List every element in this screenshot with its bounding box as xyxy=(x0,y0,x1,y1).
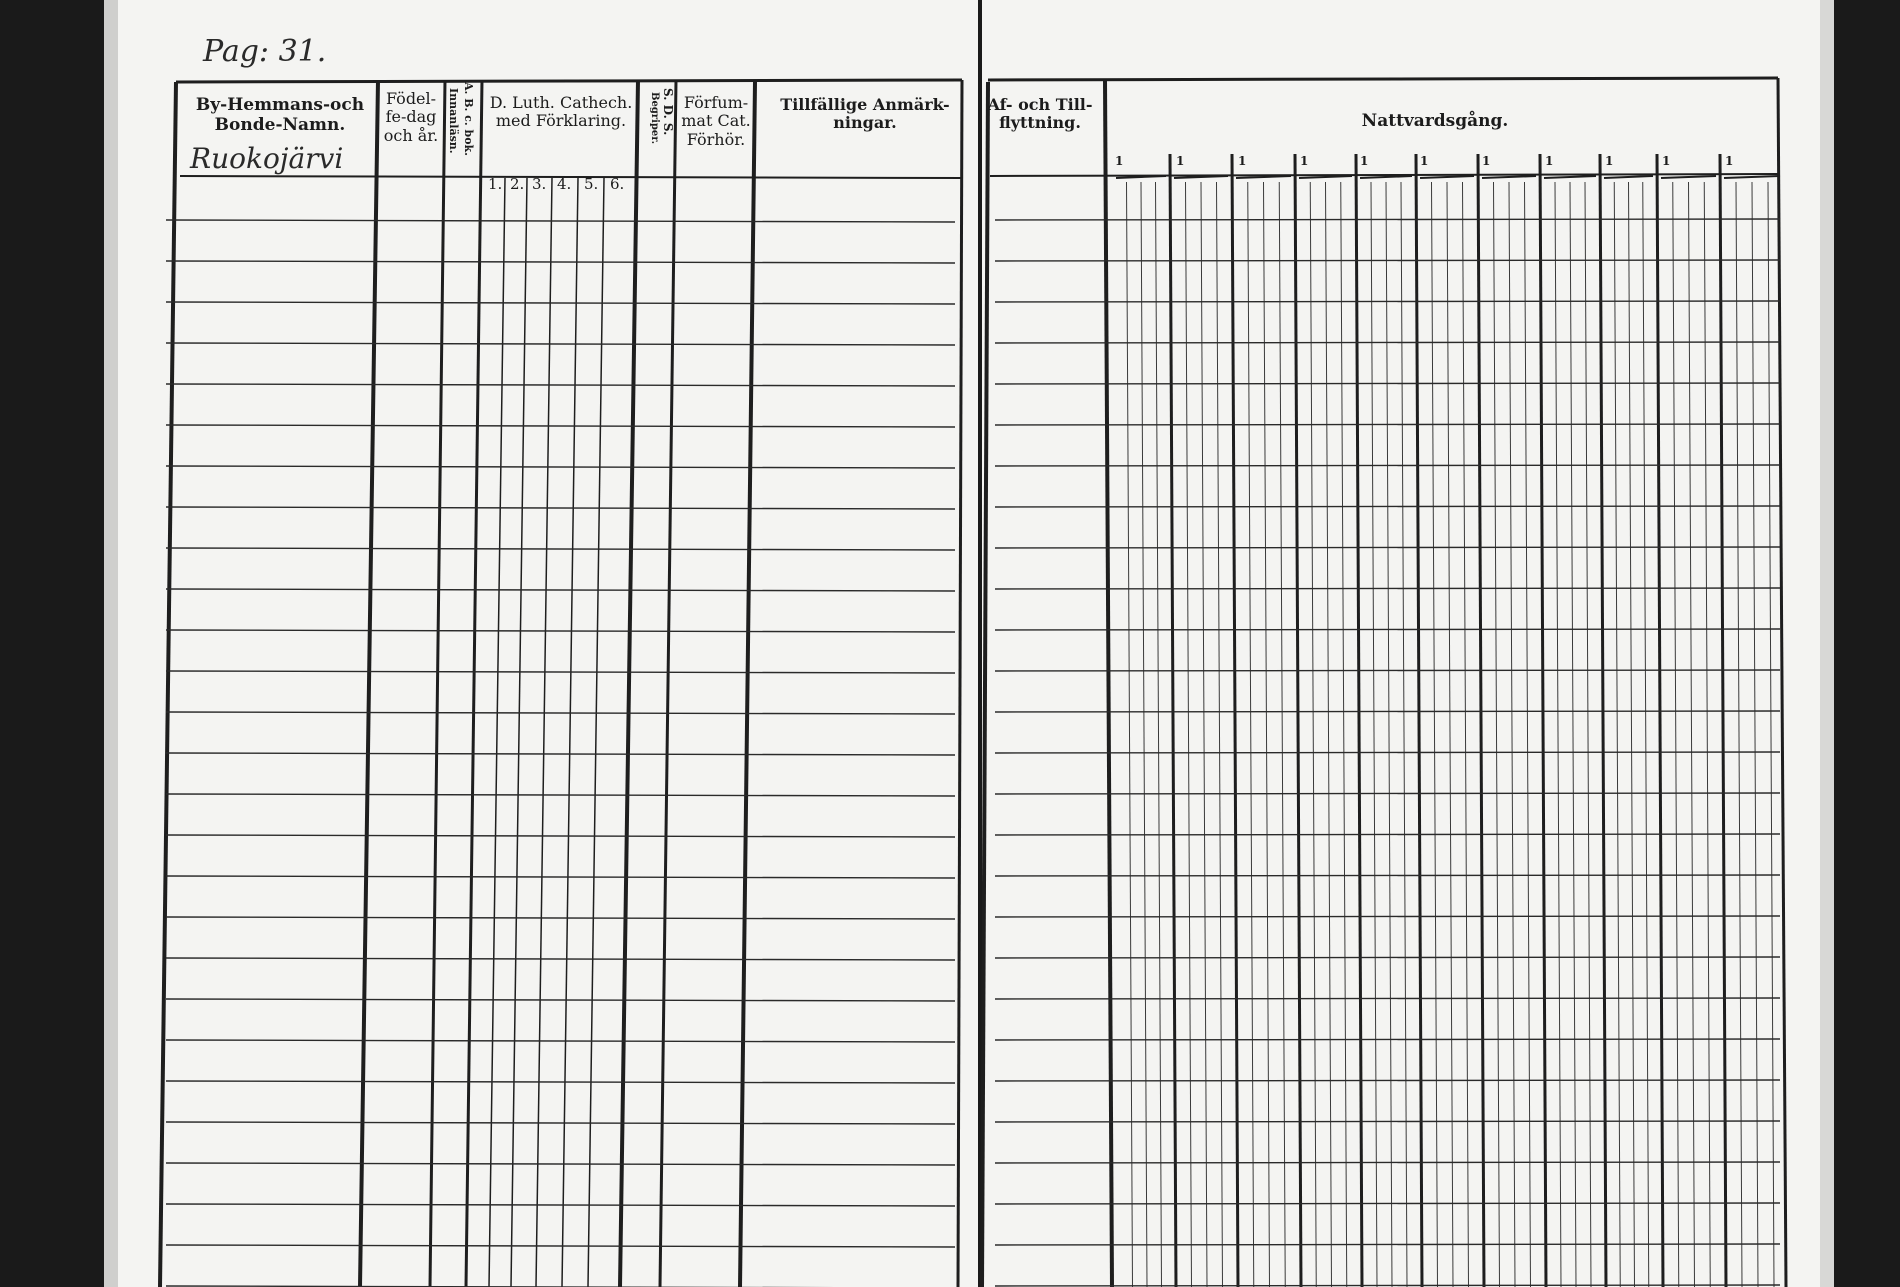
right-row-rule xyxy=(995,342,1780,343)
right-row-rule xyxy=(995,957,1780,958)
communion-column-rule xyxy=(1232,154,1238,1287)
header-communion: Nattvardsgång. xyxy=(1361,111,1509,131)
left-row-rule xyxy=(166,589,955,591)
left-row-rule xyxy=(166,876,955,878)
right-row-rule xyxy=(995,424,1780,425)
right-row-rule xyxy=(995,465,1780,466)
communion-column-rule xyxy=(1657,154,1663,1287)
left-row-rule xyxy=(166,1204,955,1206)
header-remarks: Tillfällige Anmärk- ningar. xyxy=(780,95,950,133)
catechism-number: 1. xyxy=(488,175,503,193)
left-column-rule xyxy=(620,80,638,1287)
right-row-rule xyxy=(995,916,1780,917)
header-abc: A. B. c. bok. xyxy=(462,82,475,156)
left-row-rule xyxy=(166,753,955,755)
header-catechism: D. Luth. Cathech. med Förklaring. xyxy=(489,93,633,131)
right-row-rule xyxy=(995,711,1780,712)
left-row-rule xyxy=(166,1245,955,1247)
communion-mark: 1 xyxy=(1115,154,1124,168)
left-row-rule xyxy=(166,999,955,1001)
left-row-rule xyxy=(166,958,955,960)
communion-cell-top-rule xyxy=(1661,176,1716,178)
communion-cell-top-rule xyxy=(1420,176,1474,178)
left-column-rule xyxy=(160,82,176,1287)
left-row-rule xyxy=(166,794,955,796)
left-row-rule xyxy=(166,548,955,550)
left-row-rule xyxy=(166,1040,955,1042)
header-moving: Af- och Till- flyttning. xyxy=(987,95,1093,133)
left-column-rule xyxy=(466,80,482,1287)
communion-cell-top-rule xyxy=(1360,176,1412,178)
communion-column-rule xyxy=(1416,154,1422,1287)
left-row-rule xyxy=(166,220,955,222)
catechism-number: 2. xyxy=(510,175,525,193)
right-row-rule xyxy=(995,998,1780,999)
left-top-rule xyxy=(176,80,962,82)
right-row-rule xyxy=(995,506,1780,507)
left-row-rule xyxy=(166,630,955,632)
left-column-rule xyxy=(660,80,676,1287)
left-column-rule xyxy=(958,80,962,1287)
left-row-rule xyxy=(166,1122,955,1124)
left-row-rule xyxy=(166,384,955,386)
communion-mark: 1 xyxy=(1176,154,1185,168)
left-row-rule xyxy=(166,671,955,673)
right-row-rule xyxy=(995,875,1780,876)
communion-cell-top-rule xyxy=(1724,176,1780,178)
right-row-rule xyxy=(995,752,1780,753)
right-top-rule xyxy=(988,78,1778,80)
catechism-number: 5. xyxy=(584,175,599,193)
right-row-rule xyxy=(995,629,1780,630)
left-row-rule xyxy=(166,712,955,714)
right-row-rule xyxy=(995,834,1780,835)
village-entry: Ruokojärvi xyxy=(190,142,344,175)
left-row-rule xyxy=(166,835,955,837)
right-row-rule xyxy=(995,547,1780,548)
left-row-rule xyxy=(166,425,955,427)
catechism-number: 6. xyxy=(610,175,625,193)
communion-mark: 1 xyxy=(1545,154,1554,168)
communion-mark: 1 xyxy=(1420,154,1429,168)
right-row-rule xyxy=(995,793,1780,794)
right-row-rule xyxy=(995,219,1780,220)
left-row-rule xyxy=(166,1163,955,1165)
left-row-rule xyxy=(166,302,955,304)
header-begriper: Begriper. xyxy=(649,92,660,145)
communion-cell-top-rule xyxy=(1482,176,1536,178)
left-row-rule xyxy=(166,917,955,919)
communion-column-rule xyxy=(1478,154,1484,1287)
communion-cell-top-rule xyxy=(1544,176,1596,178)
right-row-rule xyxy=(995,301,1780,302)
catechism-number: 3. xyxy=(532,175,547,193)
catechism-number: 4. xyxy=(557,175,572,193)
left-row-rule xyxy=(166,507,955,509)
header-forsummat: Förfum- mat Cat. Förhör. xyxy=(681,93,751,149)
communion-mark: 1 xyxy=(1662,154,1671,168)
communion-column-rule xyxy=(1600,154,1606,1287)
communion-column-rule xyxy=(1170,154,1176,1287)
right-header-rule xyxy=(990,174,1778,176)
right-row-rule xyxy=(995,383,1780,384)
communion-cell-top-rule xyxy=(1299,176,1352,178)
communion-mark: 1 xyxy=(1300,154,1309,168)
header-village: By-Hemmans-och Bonde-Namn. xyxy=(195,95,365,135)
left-row-rule xyxy=(166,343,955,345)
right-row-rule xyxy=(995,588,1780,589)
communion-cell-top-rule xyxy=(1604,176,1653,178)
communion-mark: 1 xyxy=(1360,154,1369,168)
header-sds: S. D. S. xyxy=(661,88,675,136)
right-row-rule xyxy=(995,670,1780,671)
communion-mark: 1 xyxy=(1605,154,1614,168)
communion-column-rule xyxy=(1356,154,1362,1287)
communion-mark: 1 xyxy=(1238,154,1247,168)
page-number: Pag: 31. xyxy=(203,34,327,69)
right-column-rule xyxy=(982,82,988,1287)
right-row-rule xyxy=(995,260,1780,261)
left-row-rule xyxy=(166,261,955,263)
left-row-rule xyxy=(166,1081,955,1083)
communion-mark: 1 xyxy=(1725,154,1734,168)
header-inanlasn: Innanläsn. xyxy=(447,88,460,154)
communion-column-rule xyxy=(1720,154,1726,1287)
left-row-rule xyxy=(166,466,955,468)
communion-column-rule xyxy=(1295,154,1301,1287)
header-birth: Födel- fe-dag och år. xyxy=(383,89,439,145)
communion-mark: 1 xyxy=(1482,154,1491,168)
communion-column-rule xyxy=(1540,154,1546,1287)
